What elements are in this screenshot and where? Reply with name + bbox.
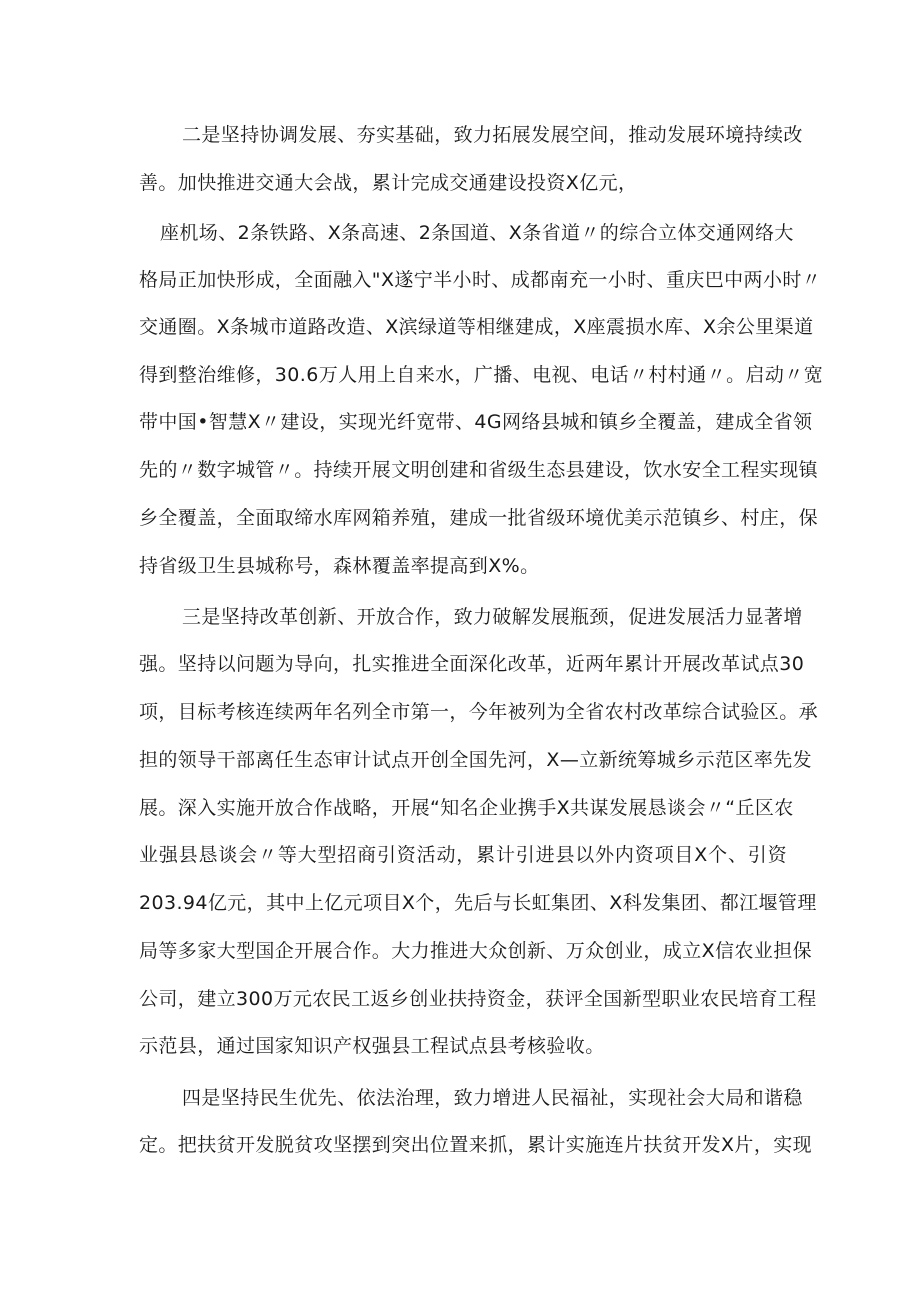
paragraph-line: 业强县恳谈会〃等大型招商引资活动，累计引进县以外内资项目X个、引资 — [139, 844, 787, 866]
paragraph-line: 持省级卫生县城称号，森林覆盖率提高到X%。 — [139, 555, 540, 577]
paragraph-line: 善。加快推进交通大会战，累计完成交通建设投资X亿元， — [139, 172, 638, 194]
paragraph-line: 强。坚持以问题为导向，扎实推进全面深化改革，近两年累计开展改革试点30 — [139, 653, 805, 675]
paragraph-line: 示范县，通过国家知识产权强县工程试点县考核验收。 — [139, 1035, 605, 1057]
paragraph-line: 定。把扶贫开发脱贫攻坚摆到突出位置来抓，累计实施连片扶贫开发X片，实现 — [139, 1134, 813, 1156]
paragraph-line: 乡全覆盖，全面取缔水库网箱养殖，建成一批省级环境优美示范镇乡、村庄，保 — [139, 507, 819, 529]
paragraph-line: 展。深入实施开放合作战略，开展“知名企业携手X共谋发展恳谈会〃“丘区农 — [139, 797, 794, 819]
paragraph-line: 担的领导干部离任生态审计试点开创全国先河，X—立新统筹城乡示范区率先发 — [139, 749, 813, 771]
paragraph-line: 座机场、2条铁路、X条高速、2条国道、X条省道〃的综合立体交通网络大 — [160, 222, 794, 244]
paragraph-line: 局等多家大型国企开展合作。大力推进大众创新、万众创业，成立X信农业担保 — [139, 940, 813, 962]
paragraph-line: 项，目标考核连续两年名列全市第一，今年被列为全省农村改革综合试验区。承 — [139, 701, 819, 723]
paragraph-line: 格局正加快形成，全面融入"X遂宁半小时、成都南充一小时、重庆巴中两小时〃 — [139, 269, 822, 291]
paragraph-line: 得到整治维修，30.6万人用上自来水，广播、电视、电话〃村村通〃。启动〃宽 — [139, 364, 824, 386]
paragraph-line: 带中国•智慧X〃建设，实现光纤宽带、4G网络县城和镇乡全覆盖，建成全省领 — [139, 411, 813, 433]
paragraph-line: 先的〃数字城管〃。持续开展文明创建和省级生态县建设，饮水安全工程实现镇 — [139, 459, 819, 481]
paragraph-line: 交通圈。X条城市道路改造、X滨绿道等相继建成，X座震损水库、X余公里渠道 — [139, 316, 814, 338]
paragraph-line: 公司，建立300万元农民工返乡创业扶持资金，获评全国新型职业农民培育工程 — [139, 988, 817, 1010]
paragraph-line: 二是坚持协调发展、夯实基础，致力拓展发展空间，推动发展环境持续改 — [182, 124, 803, 146]
paragraph-line: 203.94亿元，其中上亿元项目X个，先后与长虹集团、X科发集团、都江堰管理 — [139, 892, 817, 914]
paragraph-line: 四是坚持民生优先、依法治理，致力增进人民福祉，实现社会大局和谐稳 — [182, 1087, 803, 1109]
paragraph-line: 三是坚持改革创新、开放合作，致力破解发展瓶颈，促进发展活力显著增 — [182, 606, 803, 628]
